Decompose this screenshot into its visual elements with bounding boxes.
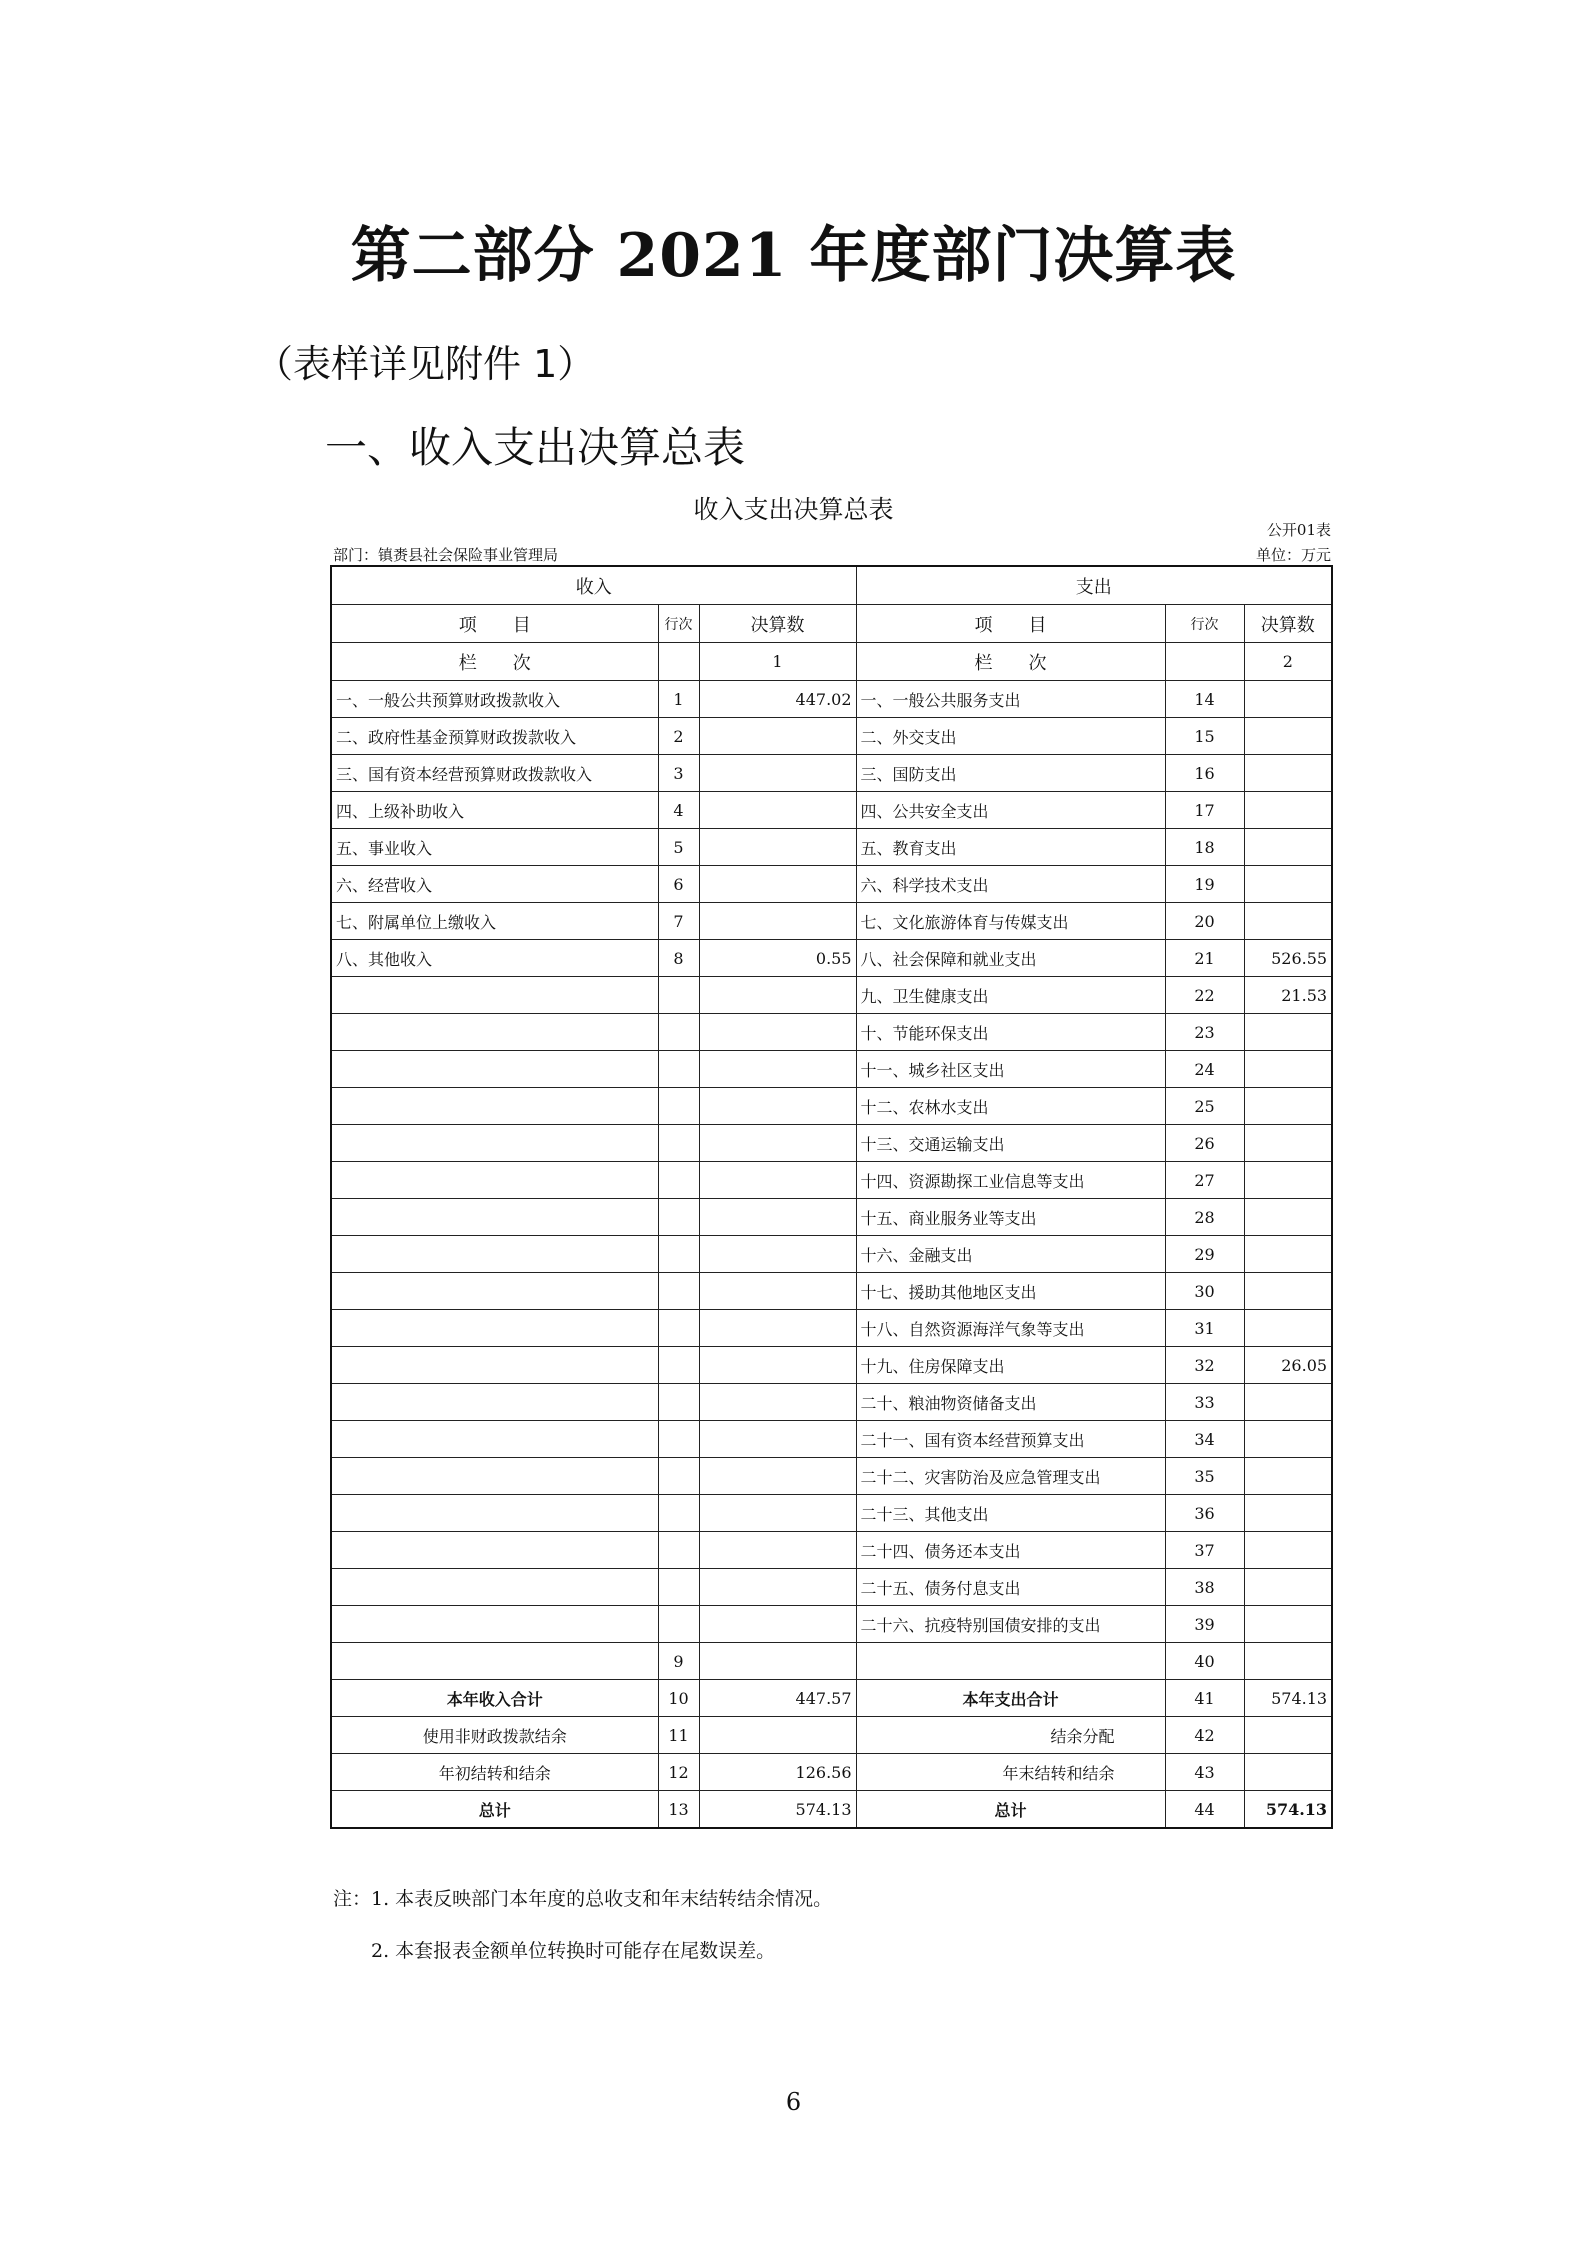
- income-amount-cell: [699, 903, 856, 940]
- expense-line-cell: 40: [1165, 1643, 1244, 1680]
- expense-item-cell: 一、一般公共服务支出: [856, 681, 1165, 718]
- expense-item-cell: 十七、援助其他地区支出: [856, 1273, 1165, 1310]
- department-label: 部门：镇赉县社会保险事业管理局: [333, 546, 559, 564]
- expense-amount-cell: [1244, 718, 1332, 755]
- income-item-cell: [331, 1495, 658, 1532]
- table-row: [331, 718, 1332, 755]
- expense-item-cell: 十二、农林水支出: [856, 1088, 1165, 1125]
- income-line-cell: 5: [658, 829, 699, 866]
- income-line-cell: [658, 1495, 699, 1532]
- expense-amount-cell: [1244, 681, 1332, 718]
- income-item-cell: [331, 1532, 658, 1569]
- income-item-cell: [331, 1643, 658, 1680]
- income-lanci-empty: [658, 643, 699, 681]
- table-row: [331, 1199, 1332, 1236]
- expense-line-cell: 35: [1165, 1458, 1244, 1495]
- form-code: 公开01表: [1266, 521, 1331, 539]
- table-column-header-row: [331, 605, 1332, 643]
- expense-summary-amount: [1244, 1754, 1332, 1791]
- income-amount-cell: 0.55: [699, 940, 856, 977]
- income-amount-cell: [699, 866, 856, 903]
- income-amount-cell: [699, 1606, 856, 1643]
- expense-amount-cell: [1244, 866, 1332, 903]
- table-row: [331, 866, 1332, 903]
- expense-amount-cell: [1244, 1051, 1332, 1088]
- table-row: [331, 1051, 1332, 1088]
- expense-line-cell: 28: [1165, 1199, 1244, 1236]
- income-summary-line: 10: [658, 1680, 699, 1717]
- income-amount-cell: [699, 1532, 856, 1569]
- table-row: [331, 1458, 1332, 1495]
- income-summary-label: 使用非财政拨款结余: [331, 1717, 658, 1754]
- income-amount-cell: [699, 1421, 856, 1458]
- income-item-cell: [331, 1384, 658, 1421]
- table-row: [331, 829, 1332, 866]
- expense-item-cell: 十三、交通运输支出: [856, 1125, 1165, 1162]
- income-summary-amount: 574.13: [699, 1791, 856, 1829]
- expense-summary-label: 结余分配: [856, 1717, 1165, 1754]
- expense-amount-header: 决算数: [1244, 605, 1332, 643]
- table-row: [331, 1421, 1332, 1458]
- table-row: [331, 1162, 1332, 1199]
- page-number: 6: [785, 2088, 802, 2116]
- expense-amount-cell: [1244, 1495, 1332, 1532]
- income-line-cell: 3: [658, 755, 699, 792]
- income-item-cell: 三、国有资本经营预算财政拨款收入: [331, 755, 658, 792]
- expense-summary-line: 43: [1165, 1754, 1244, 1791]
- income-line-cell: [658, 1606, 699, 1643]
- expense-amount-cell: [1244, 1162, 1332, 1199]
- income-item-cell: 五、事业收入: [331, 829, 658, 866]
- expense-amount-cell: [1244, 1384, 1332, 1421]
- income-item-cell: [331, 1051, 658, 1088]
- expense-summary-label: 总计: [856, 1791, 1165, 1829]
- income-item-header: 项 目: [331, 605, 658, 643]
- income-line-cell: [658, 1569, 699, 1606]
- income-summary-line: 11: [658, 1717, 699, 1754]
- expense-line-cell: 18: [1165, 829, 1244, 866]
- income-line-cell: 9: [658, 1643, 699, 1680]
- income-line-cell: [658, 1310, 699, 1347]
- income-line-header: 行次: [658, 605, 699, 643]
- expense-line-cell: 31: [1165, 1310, 1244, 1347]
- expense-line-cell: 24: [1165, 1051, 1244, 1088]
- expense-line-cell: 19: [1165, 866, 1244, 903]
- income-amount-cell: [699, 1458, 856, 1495]
- income-column-number: 1: [699, 643, 856, 681]
- table-body: [331, 681, 1332, 1680]
- income-summary-label: 年初结转和结余: [331, 1754, 658, 1791]
- table-row: [331, 1088, 1332, 1125]
- expense-item-cell: 七、文化旅游体育与传媒支出: [856, 903, 1165, 940]
- expense-amount-cell: [1244, 1273, 1332, 1310]
- income-line-cell: [658, 1384, 699, 1421]
- income-item-cell: [331, 1421, 658, 1458]
- income-amount-cell: [699, 755, 856, 792]
- table-notes: [333, 1873, 832, 1977]
- expense-line-cell: 37: [1165, 1532, 1244, 1569]
- expense-item-cell: 六、科学技术支出: [856, 866, 1165, 903]
- income-amount-cell: [699, 1199, 856, 1236]
- expense-amount-cell: 26.05: [1244, 1347, 1332, 1384]
- income-line-cell: [658, 1532, 699, 1569]
- income-amount-cell: 447.02: [699, 681, 856, 718]
- income-item-cell: 八、其他收入: [331, 940, 658, 977]
- expense-amount-cell: [1244, 829, 1332, 866]
- income-amount-cell: [699, 1162, 856, 1199]
- income-item-cell: 六、经营收入: [331, 866, 658, 903]
- summary-row: [331, 1754, 1332, 1791]
- income-item-cell: [331, 1458, 658, 1495]
- expense-summary-label: 年末结转和结余: [856, 1754, 1165, 1791]
- income-line-cell: 2: [658, 718, 699, 755]
- income-item-cell: 四、上级补助收入: [331, 792, 658, 829]
- table-row: [331, 1384, 1332, 1421]
- income-amount-cell: [699, 977, 856, 1014]
- table-row: [331, 1495, 1332, 1532]
- income-item-cell: [331, 1014, 658, 1051]
- table-group-header-row: [331, 566, 1332, 605]
- expense-amount-cell: [1244, 1421, 1332, 1458]
- income-line-cell: [658, 1014, 699, 1051]
- expense-item-cell: 九、卫生健康支出: [856, 977, 1165, 1014]
- expense-summary-amount: [1244, 1717, 1332, 1754]
- expense-line-cell: 36: [1165, 1495, 1244, 1532]
- expense-item-cell: 二十五、债务付息支出: [856, 1569, 1165, 1606]
- income-line-cell: 1: [658, 681, 699, 718]
- expense-item-cell: 十四、资源勘探工业信息等支出: [856, 1162, 1165, 1199]
- income-amount-cell: [699, 1569, 856, 1606]
- income-line-cell: [658, 1051, 699, 1088]
- expense-line-cell: 25: [1165, 1088, 1244, 1125]
- expense-item-cell: 十五、商业服务业等支出: [856, 1199, 1165, 1236]
- expense-line-cell: 34: [1165, 1421, 1244, 1458]
- budget-table-container: [330, 565, 1331, 1829]
- table-row: [331, 1310, 1332, 1347]
- income-amount-cell: [699, 1643, 856, 1680]
- expense-item-cell: 二十三、其他支出: [856, 1495, 1165, 1532]
- income-summary-line: 13: [658, 1791, 699, 1829]
- table-title: 收入支出决算总表: [693, 495, 894, 524]
- expense-line-cell: 21: [1165, 940, 1244, 977]
- expense-item-cell: 二十二、灾害防治及应急管理支出: [856, 1458, 1165, 1495]
- expense-line-cell: 22: [1165, 977, 1244, 1014]
- table-summary: [331, 1680, 1332, 1829]
- income-header: 收入: [331, 566, 856, 605]
- expense-amount-cell: [1244, 792, 1332, 829]
- income-item-cell: [331, 1088, 658, 1125]
- expense-amount-cell: [1244, 1458, 1332, 1495]
- income-amount-cell: [699, 1236, 856, 1273]
- expense-item-cell: 二十一、国有资本经营预算支出: [856, 1421, 1165, 1458]
- income-summary-label: 本年收入合计: [331, 1680, 658, 1717]
- expense-header: 支出: [856, 566, 1332, 605]
- income-line-cell: [658, 1458, 699, 1495]
- expense-item-cell: 十九、住房保障支出: [856, 1347, 1165, 1384]
- income-amount-cell: [699, 1310, 856, 1347]
- expense-line-cell: 30: [1165, 1273, 1244, 1310]
- expense-line-cell: 32: [1165, 1347, 1244, 1384]
- income-line-cell: [658, 1421, 699, 1458]
- income-item-cell: [331, 1199, 658, 1236]
- expense-line-cell: 17: [1165, 792, 1244, 829]
- expense-amount-cell: [1244, 1125, 1332, 1162]
- income-line-cell: [658, 1088, 699, 1125]
- income-line-cell: [658, 1199, 699, 1236]
- expense-summary-line: 42: [1165, 1717, 1244, 1754]
- table-row: [331, 940, 1332, 977]
- expense-item-cell: 八、社会保障和就业支出: [856, 940, 1165, 977]
- income-amount-cell: [699, 1273, 856, 1310]
- income-line-cell: [658, 977, 699, 1014]
- expense-summary-label: 本年支出合计: [856, 1680, 1165, 1717]
- expense-line-cell: 23: [1165, 1014, 1244, 1051]
- expense-line-cell: 26: [1165, 1125, 1244, 1162]
- table-row: [331, 1014, 1332, 1051]
- expense-lanci-label: 栏 次: [856, 643, 1165, 681]
- income-item-cell: 一、一般公共预算财政拨款收入: [331, 681, 658, 718]
- income-amount-cell: [699, 718, 856, 755]
- expense-item-cell: [856, 1643, 1165, 1680]
- attachment-note: （表样详见附件 1）: [255, 342, 596, 386]
- income-item-cell: [331, 1236, 658, 1273]
- note-2: 2. 本套报表金额单位转换时可能存在尾数误差。: [371, 1940, 776, 1962]
- expense-line-cell: 38: [1165, 1569, 1244, 1606]
- expense-summary-amount: 574.13: [1244, 1680, 1332, 1717]
- income-line-cell: 6: [658, 866, 699, 903]
- income-item-cell: [331, 1310, 658, 1347]
- expense-amount-cell: [1244, 1088, 1332, 1125]
- income-item-cell: 七、附属单位上缴收入: [331, 903, 658, 940]
- expense-amount-cell: 21.53: [1244, 977, 1332, 1014]
- income-line-cell: [658, 1347, 699, 1384]
- table-row: [331, 1273, 1332, 1310]
- income-item-cell: [331, 1569, 658, 1606]
- income-line-cell: [658, 1273, 699, 1310]
- income-amount-cell: [699, 792, 856, 829]
- income-line-cell: 7: [658, 903, 699, 940]
- expense-item-cell: 二十六、抗疫特别国债安排的支出: [856, 1606, 1165, 1643]
- expense-line-header: 行次: [1165, 605, 1244, 643]
- income-item-cell: [331, 1125, 658, 1162]
- income-line-cell: 8: [658, 940, 699, 977]
- income-amount-cell: [699, 1347, 856, 1384]
- income-item-cell: [331, 1273, 658, 1310]
- expense-amount-cell: [1244, 1236, 1332, 1273]
- expense-amount-cell: [1244, 1310, 1332, 1347]
- table-row: [331, 681, 1332, 718]
- expense-item-cell: 二十、粮油物资储备支出: [856, 1384, 1165, 1421]
- expense-line-cell: 33: [1165, 1384, 1244, 1421]
- income-line-cell: [658, 1125, 699, 1162]
- income-summary-amount: [699, 1717, 856, 1754]
- income-summary-amount: 447.57: [699, 1680, 856, 1717]
- income-amount-cell: [699, 1088, 856, 1125]
- income-summary-label: 总计: [331, 1791, 658, 1829]
- income-amount-cell: [699, 1495, 856, 1532]
- expense-amount-cell: [1244, 1606, 1332, 1643]
- expense-item-header: 项 目: [856, 605, 1165, 643]
- expense-amount-cell: [1244, 1569, 1332, 1606]
- expense-line-cell: 39: [1165, 1606, 1244, 1643]
- expense-line-cell: 15: [1165, 718, 1244, 755]
- income-line-cell: [658, 1162, 699, 1199]
- table-row: [331, 1532, 1332, 1569]
- budget-table: [330, 565, 1333, 1829]
- income-lanci-label: 栏 次: [331, 643, 658, 681]
- expense-item-cell: 三、国防支出: [856, 755, 1165, 792]
- unit-label: 单位：万元: [1255, 546, 1331, 564]
- table-row: [331, 755, 1332, 792]
- income-amount-cell: [699, 1014, 856, 1051]
- income-amount-header: 决算数: [699, 605, 856, 643]
- page-title: 第二部分 2021 年度部门决算表: [350, 221, 1237, 291]
- expense-item-cell: 十一、城乡社区支出: [856, 1051, 1165, 1088]
- expense-amount-cell: [1244, 1643, 1332, 1680]
- expense-amount-cell: [1244, 755, 1332, 792]
- expense-amount-cell: 526.55: [1244, 940, 1332, 977]
- table-row: [331, 1236, 1332, 1273]
- income-line-cell: 4: [658, 792, 699, 829]
- summary-row: [331, 1791, 1332, 1829]
- note-1: 注：1. 本表反映部门本年度的总收支和年末结转结余情况。: [333, 1888, 833, 1910]
- expense-summary-line: 44: [1165, 1791, 1244, 1829]
- table-row: [331, 1125, 1332, 1162]
- income-amount-cell: [699, 1051, 856, 1088]
- income-amount-cell: [699, 1384, 856, 1421]
- income-item-cell: [331, 1162, 658, 1199]
- expense-lanci-empty: [1165, 643, 1244, 681]
- expense-line-cell: 27: [1165, 1162, 1244, 1199]
- expense-amount-cell: [1244, 1014, 1332, 1051]
- expense-line-cell: 14: [1165, 681, 1244, 718]
- expense-item-cell: 十八、自然资源海洋气象等支出: [856, 1310, 1165, 1347]
- table-row: [331, 903, 1332, 940]
- summary-row: [331, 1680, 1332, 1717]
- expense-amount-cell: [1244, 903, 1332, 940]
- expense-item-cell: 十六、金融支出: [856, 1236, 1165, 1273]
- income-item-cell: [331, 1606, 658, 1643]
- expense-line-cell: 29: [1165, 1236, 1244, 1273]
- income-item-cell: [331, 1347, 658, 1384]
- table-row: [331, 1569, 1332, 1606]
- table-row: [331, 1606, 1332, 1643]
- expense-amount-cell: [1244, 1199, 1332, 1236]
- expense-column-number: 2: [1244, 643, 1332, 681]
- expense-item-cell: 二十四、债务还本支出: [856, 1532, 1165, 1569]
- summary-row: [331, 1717, 1332, 1754]
- expense-item-cell: 四、公共安全支出: [856, 792, 1165, 829]
- expense-item-cell: 二、外交支出: [856, 718, 1165, 755]
- income-item-cell: [331, 977, 658, 1014]
- table-row: [331, 792, 1332, 829]
- section-heading: 一、收入支出决算总表: [325, 423, 746, 472]
- income-summary-amount: 126.56: [699, 1754, 856, 1791]
- income-line-cell: [658, 1236, 699, 1273]
- income-summary-line: 12: [658, 1754, 699, 1791]
- table-column-number-row: [331, 643, 1332, 681]
- expense-amount-cell: [1244, 1532, 1332, 1569]
- expense-item-cell: 五、教育支出: [856, 829, 1165, 866]
- income-item-cell: 二、政府性基金预算财政拨款收入: [331, 718, 658, 755]
- income-amount-cell: [699, 1125, 856, 1162]
- table-row: [331, 1347, 1332, 1384]
- expense-summary-line: 41: [1165, 1680, 1244, 1717]
- expense-line-cell: 20: [1165, 903, 1244, 940]
- table-row: [331, 977, 1332, 1014]
- income-amount-cell: [699, 829, 856, 866]
- expense-line-cell: 16: [1165, 755, 1244, 792]
- table-row: [331, 1643, 1332, 1680]
- expense-item-cell: 十、节能环保支出: [856, 1014, 1165, 1051]
- expense-summary-amount: 574.13: [1244, 1791, 1332, 1829]
